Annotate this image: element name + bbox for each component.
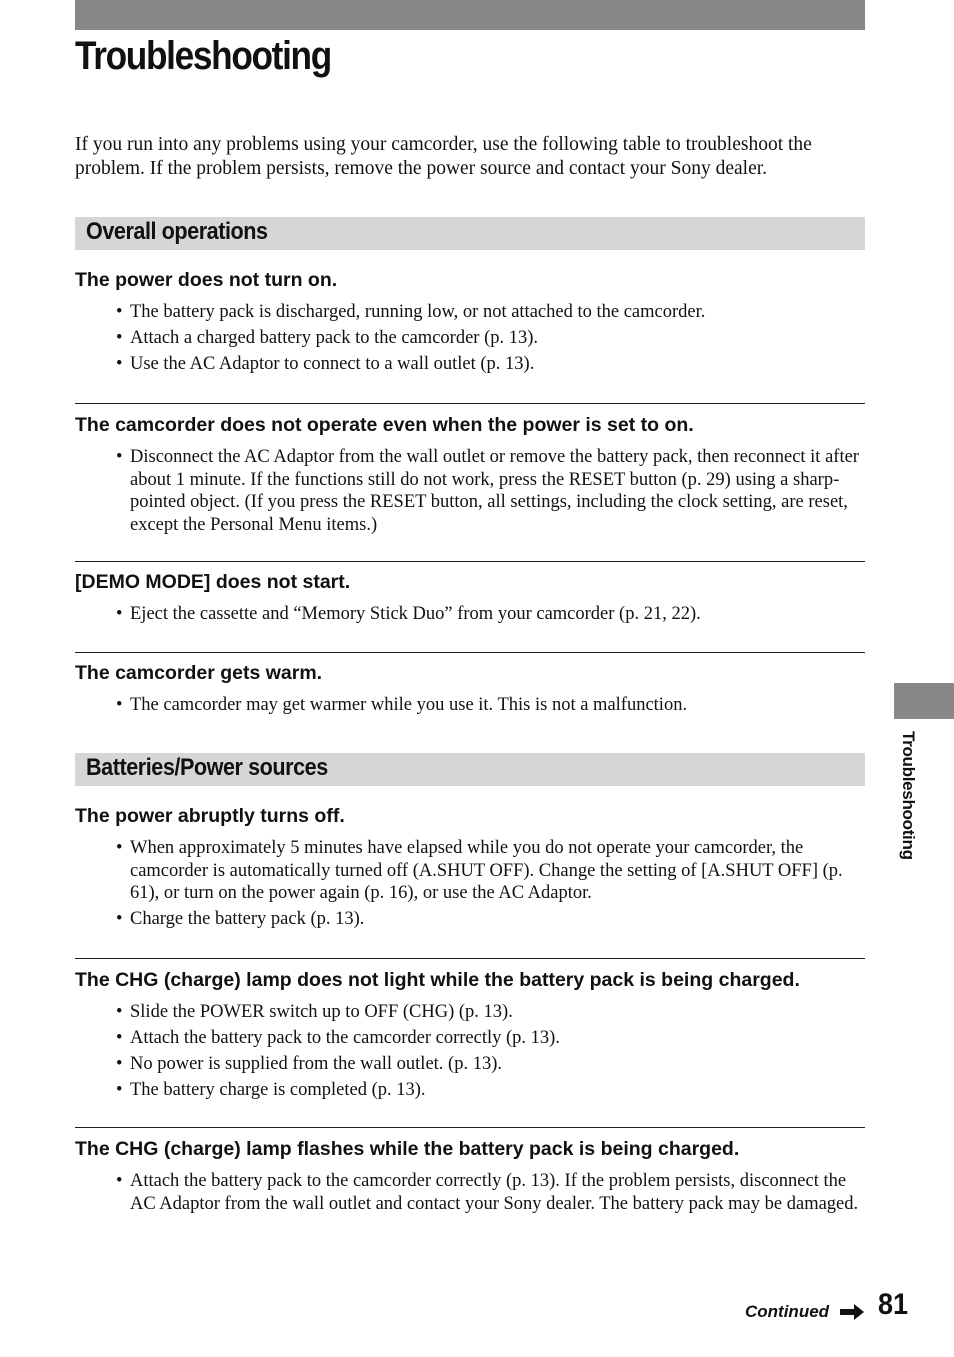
problem-chg-not-light (75, 968, 865, 1105)
section-heading-overall-operations (75, 217, 865, 250)
divider (75, 958, 865, 959)
problem-chg-flashes (75, 1137, 865, 1219)
problem-abruptly-off (75, 804, 865, 934)
problem-demo-mode (75, 570, 865, 629)
solution-list (75, 1170, 865, 1215)
section-heading-text: Overall operations (86, 218, 268, 245)
continued-label: Continued (745, 1302, 830, 1321)
page-number: 81 (878, 1288, 909, 1321)
solution-list (75, 837, 865, 931)
side-tab-label: Troubleshooting (899, 731, 918, 860)
problem-title: The power abruptly turns off. (75, 805, 345, 827)
section-heading-text: Batteries/Power sources (86, 754, 328, 781)
list-item: • Attach a charged battery pack to the camcorder (p. 13). (116, 328, 539, 348)
divider (75, 652, 865, 653)
problem-title: The camcorder gets warm. (75, 662, 323, 684)
list-item: • Slide the POWER switch up to OFF (CHG) (p. 13). (116, 1002, 513, 1022)
solution-list (75, 603, 865, 626)
solution-list (75, 694, 865, 717)
page-title: Troubleshooting (75, 34, 331, 78)
problem-power-not-on (75, 268, 865, 379)
problem-title: The power does not turn on. (75, 269, 338, 291)
side-index-tab (894, 683, 954, 719)
intro-paragraph: If you run into any problems using your camcorder, use the following table to troubleshoot the problem. If the problem persists, remove the power source and contact your Sony dealer. (75, 134, 812, 179)
list-item: • The battery charge is completed (p. 13). (116, 1080, 426, 1100)
divider (75, 403, 865, 404)
list-item: • No power is supplied from the wall outlet. (p. 13). (116, 1054, 502, 1074)
problem-does-not-operate (75, 413, 865, 540)
problem-title: The CHG (charge) lamp does not light while the battery pack is being charged. (75, 969, 800, 991)
top-header-bar (75, 0, 865, 30)
divider (75, 1127, 865, 1128)
problem-gets-warm (75, 661, 865, 720)
section-heading-batteries-power (75, 753, 865, 786)
solution-list (75, 446, 865, 536)
solution-list (75, 1001, 865, 1102)
list-item: • Disconnect the AC Adaptor from the wall outlet or remove the battery pack, then reconnect it after about 1 minute. If the functions still do not work, press the RESET button (p. 29) using a sharp-pointed object. (If you press the RESET button, all settings, including the clock setting, are reset, except the Personal Menu items.) (116, 447, 859, 535)
list-item: • Charge the battery pack (p. 13). (116, 909, 365, 929)
list-item: • Eject the cassette and “Memory Stick Duo” from your camcorder (p. 21, 22). (116, 604, 701, 624)
list-item: • When approximately 5 minutes have elapsed while you do not operate your camcorder, the camcorder is automatically turned off (A.SHUT OFF). Change the setting of [A.SHUT OFF] (p. 61), or turn on the power again (p. 16), or use the AC Adaptor. (116, 838, 843, 903)
problem-title: The camcorder does not operate even when the power is set to on. (75, 414, 694, 436)
list-item: • Attach the battery pack to the camcorder correctly (p. 13). If the problem persists, disconnect the AC Adaptor from the wall outlet and contact your Sony dealer. The battery pack may be damaged. (116, 1171, 859, 1214)
divider (75, 561, 865, 562)
list-item: • Attach the battery pack to the camcorder correctly (p. 13). (116, 1028, 560, 1048)
arrow-right-icon (840, 1304, 864, 1320)
problem-title: The CHG (charge) lamp flashes while the battery pack is being charged. (75, 1138, 740, 1160)
list-item: • The battery pack is discharged, running low, or not attached to the camcorder. (116, 302, 706, 322)
list-item: • Use the AC Adaptor to connect to a wall outlet (p. 13). (116, 354, 535, 374)
problem-title: [DEMO MODE] does not start. (75, 571, 351, 593)
solution-list (75, 301, 865, 376)
list-item: • The camcorder may get warmer while you use it. This is not a malfunction. (116, 695, 688, 715)
